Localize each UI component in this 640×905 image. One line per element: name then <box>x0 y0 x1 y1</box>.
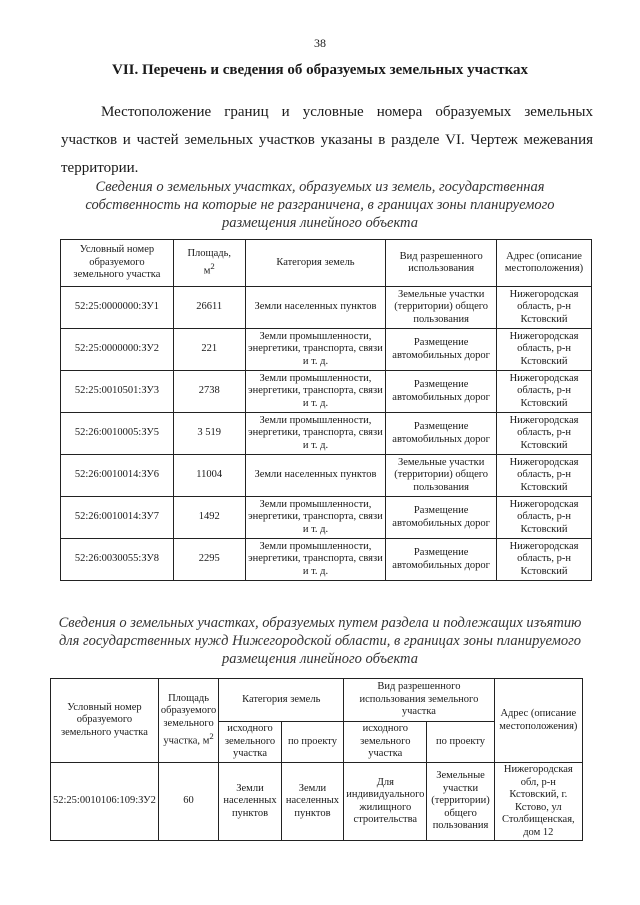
header-address: Адрес (описание местоположения) <box>494 679 582 763</box>
cell-area: 3 519 <box>173 413 245 455</box>
cell-category: Земли промышленности, энергетики, транспорта, связи и т. д. <box>245 539 386 581</box>
header-area-label: Площадь образуемого земельного участка, <box>160 692 217 747</box>
cell-use: Размещение автомобильных дорог <box>386 371 497 413</box>
cell-use: Размещение автомобильных дорог <box>386 539 497 581</box>
cell-area: 11004 <box>173 455 245 497</box>
cell-number: 52:25:0010501:ЗУ3 <box>61 371 174 413</box>
cell-number: 52:25:0010106:109:ЗУ2 <box>51 763 159 841</box>
table-row <box>51 763 583 841</box>
intro-text: Местоположение границ и условные номера образуемых земельных участков и частей земельных участков указаны в разделе VI. Чертеж межевания территории. <box>61 104 593 176</box>
cell-area: 1492 <box>173 497 245 539</box>
cell-area: 2295 <box>173 539 245 581</box>
cell-address: Нижегородская обл, р-н Кстовский, г. Кстово, ул Столбищенская, дом 12 <box>494 763 582 841</box>
header-area-label: Площадь, <box>187 247 232 259</box>
header-category-project: по проекту <box>281 722 343 763</box>
header-use: Вид разрешенного использования <box>386 240 497 287</box>
cell-category: Земли промышленности, энергетики, транспорта, связи и т. д. <box>245 371 386 413</box>
cell-number: 52:26:0010014:ЗУ7 <box>61 497 174 539</box>
header-category: Категория земель <box>245 240 386 287</box>
cell-category: Земли населенных пунктов <box>245 287 386 329</box>
header-address: Адрес (описание местоположения) <box>497 240 592 287</box>
cell-number: 52:26:0030055:ЗУ8 <box>61 539 174 581</box>
header-area-sup: 2 <box>210 261 215 272</box>
seizure-plots-table <box>50 678 583 841</box>
cell-use-source: Для индивидуального жилищного строительства <box>344 763 427 841</box>
cell-address: Нижегородская область, р-н Кстовский <box>497 539 592 581</box>
page-number: 38 <box>314 36 326 50</box>
cell-address: Нижегородская область, р-н Кстовский <box>497 455 592 497</box>
header-area-unit: м <box>202 735 210 747</box>
cell-number: 52:25:0000000:ЗУ1 <box>61 287 174 329</box>
cell-address: Нижегородская область, р-н Кстовский <box>497 413 592 455</box>
header-category: Категория земель <box>219 679 344 722</box>
cell-number: 52:26:0010005:ЗУ5 <box>61 413 174 455</box>
cell-use: Размещение автомобильных дорог <box>386 329 497 371</box>
header-area <box>158 679 218 763</box>
cell-number: 52:26:0010014:ЗУ6 <box>61 455 174 497</box>
table-row <box>61 497 592 539</box>
cell-category: Земли населенных пунктов <box>245 455 386 497</box>
table1-caption: Сведения о земельных участках, образуемых из земель, государственная собственность на которые не разграничена, в границах зоны планируемого размещения линейного объекта <box>85 179 555 231</box>
cell-address: Нижегородская область, р-н Кстовский <box>497 371 592 413</box>
table-row <box>61 413 592 455</box>
table-row <box>61 329 592 371</box>
table2-caption: Сведения о земельных участках, образуемых путем раздела и подлежащих изъятию для государственных нужд Нижегородской области, в границах зоны планируемого размещения линейного объекта <box>58 615 582 667</box>
table-row <box>61 287 592 329</box>
header-use: Вид разрешенного использования земельного участка <box>344 679 494 722</box>
section-title: VII. Перечень и сведения об образуемых земельных участках <box>111 62 528 78</box>
cell-category: Земли промышленности, энергетики, транспорта, связи и т. д. <box>245 413 386 455</box>
intro-paragraph <box>61 98 593 182</box>
header-area-sup: 2 <box>209 731 214 742</box>
cell-use: Размещение автомобильных дорог <box>386 413 497 455</box>
table-row <box>61 455 592 497</box>
cell-area: 2738 <box>173 371 245 413</box>
header-number: Условный номер образуемого земельного участка <box>51 679 159 763</box>
cell-category: Земли промышленности, энергетики, транспорта, связи и т. д. <box>245 329 386 371</box>
plots-table <box>60 239 592 581</box>
header-category-source: исходного земельного участка <box>219 722 281 763</box>
header-area <box>173 240 245 287</box>
cell-area: 26611 <box>173 287 245 329</box>
cell-use: Размещение автомобильных дорог <box>386 497 497 539</box>
cell-category-project: Земли населенных пунктов <box>281 763 343 841</box>
cell-address: Нижегородская область, р-н Кстовский <box>497 287 592 329</box>
header-area-unit: м <box>203 265 211 277</box>
cell-use: Земельные участки (территории) общего пользования <box>386 287 497 329</box>
header-use-project: по проекту <box>427 722 494 763</box>
cell-category-source: Земли населенных пунктов <box>219 763 281 841</box>
cell-area: 221 <box>173 329 245 371</box>
cell-number: 52:25:0000000:ЗУ2 <box>61 329 174 371</box>
cell-use-project: Земельные участки (территории) общего пользования <box>427 763 494 841</box>
table-row <box>61 371 592 413</box>
header-use-source: исходного земельного участка <box>344 722 427 763</box>
cell-area: 60 <box>158 763 218 841</box>
table2-header-row <box>51 679 583 722</box>
table-row <box>61 539 592 581</box>
cell-category: Земли промышленности, энергетики, транспорта, связи и т. д. <box>245 497 386 539</box>
cell-address: Нижегородская область, р-н Кстовский <box>497 329 592 371</box>
header-number: Условный номер образуемого земельного участка <box>61 240 174 287</box>
table1-header-row <box>61 240 592 287</box>
cell-address: Нижегородская область, р-н Кстовский <box>497 497 592 539</box>
cell-use: Земельные участки (территории) общего пользования <box>386 455 497 497</box>
